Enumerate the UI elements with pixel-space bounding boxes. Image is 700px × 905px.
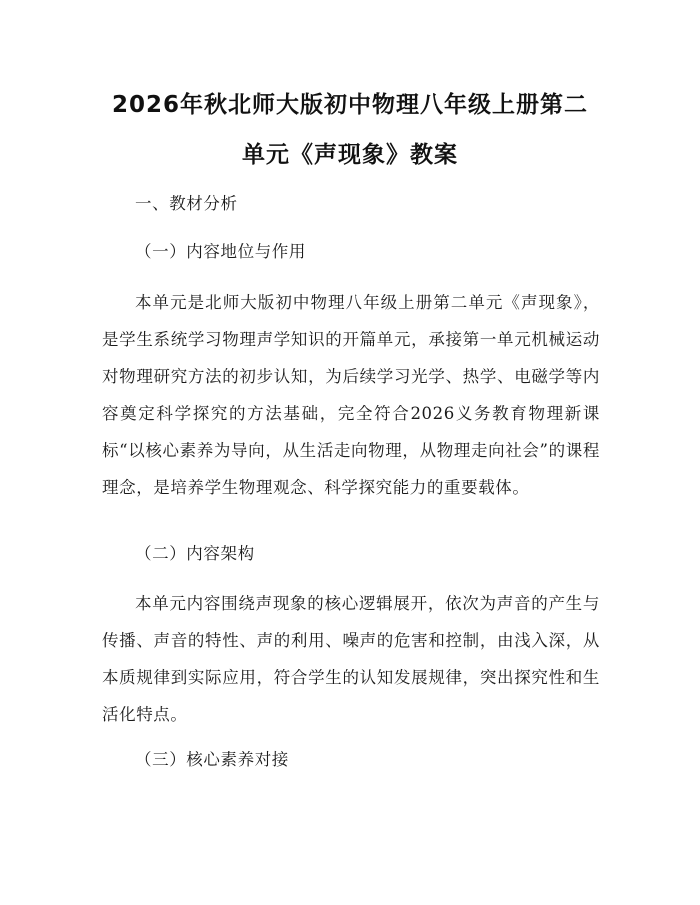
subsection-heading-content-role: （一）内容地位与作用 [135, 242, 306, 261]
title-line-1: 2026年秋北师大版初中物理八年级上册第二 [111, 92, 588, 118]
paragraph-content-structure: 本单元内容围绕声现象的核心逻辑展开，依次为声音的产生与传播、声音的特性、声的利用、噪声的危害和控制，由浅入深，从本质规律到实际应用，符合学生的认知发展规律，突出探究性和生活化特点。 [102, 594, 600, 724]
subsection-heading-content-structure: （二）内容架构 [135, 544, 255, 563]
title-line-2: 单元《声现象》教案 [242, 142, 458, 168]
section-heading-teaching-material-analysis: 一、教材分析 [135, 194, 238, 213]
document-title [90, 80, 610, 180]
paragraph-content-role: 本单元是北师大版初中物理八年级上册第二单元《声现象》，是学生系统学习物理声学知识的开篇单元，承接第一单元机械运动对物理研究方法的初步认知，为后续学习光学、热学、电磁学等内容奠定科学探究的方法基础，完全符合2026义务教育物理新课标“以核心素养为导向，从生活走向物理，从物理走向社会”的课程理念，是培养学生物理观念、科学探究能力的重要载体。 [102, 293, 600, 497]
subsection-heading-core-literacy: （三）核心素养对接 [135, 750, 289, 769]
